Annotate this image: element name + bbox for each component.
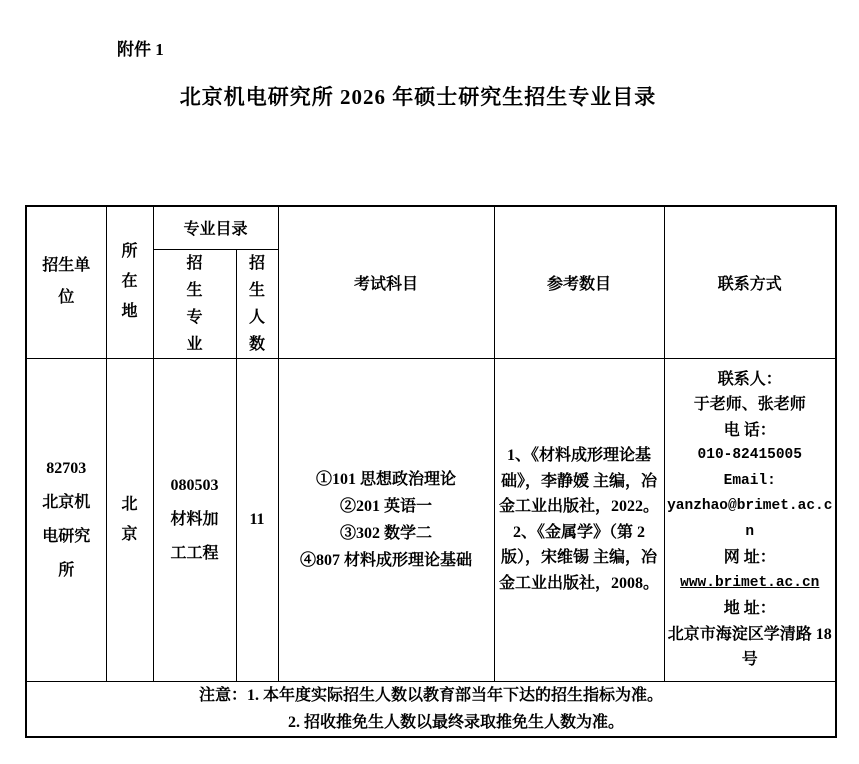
note-item: 1. 本年度实际招生人数以教育部当年下达的招生指标为准。: [247, 686, 664, 704]
contact-phone: 010-82415005: [697, 447, 802, 463]
contact-phone-label: 电 话：: [723, 421, 776, 439]
contact-address-label: 地 址：: [723, 600, 776, 617]
contact-email: yanzhao@brimet.ac.cn: [667, 498, 833, 540]
col-header-catalog: [153, 206, 278, 249]
col-header-quota: [236, 249, 278, 358]
contact-person-label: 联系人：: [717, 370, 782, 388]
cell-exam-subjects: [278, 358, 494, 681]
notes-prefix: 注意：: [198, 686, 247, 704]
notes-row: [26, 681, 836, 737]
col-header-contact-label: 联系方式: [717, 275, 782, 293]
col-header-quota-label: 招生人数: [248, 254, 265, 353]
col-header-major: [153, 249, 236, 358]
col-header-location: [106, 206, 153, 358]
col-header-books: [494, 206, 664, 358]
cell-unit: [26, 358, 106, 681]
col-header-books-label: 参考数目: [547, 275, 612, 293]
col-header-exam: [278, 206, 494, 358]
note-line: [27, 682, 835, 709]
contact-email-label: Email:: [723, 472, 776, 489]
col-header-contact: [664, 206, 836, 358]
attachment-label: 附件 1: [117, 40, 164, 59]
admissions-table: [25, 205, 837, 738]
exam-subject: ①101 思想政治理论: [316, 470, 457, 488]
cell-location: [106, 358, 153, 681]
col-header-location-label: 所在地: [121, 243, 138, 321]
col-header-unit-label: 招生单位: [42, 257, 91, 307]
contact-person: 于老师、张老师: [693, 396, 806, 413]
col-header-exam-label: 考试科目: [354, 275, 419, 293]
exam-subject: ④807 材料成形理论基础: [300, 551, 473, 569]
cell-quota: 11: [236, 358, 278, 681]
col-header-unit: [26, 206, 106, 358]
website-link[interactable]: www.brimet.ac.cn: [680, 574, 820, 591]
contact-web-label: 网 址：: [723, 549, 776, 566]
page-title: 北京机电研究所 2026 年硕士研究生招生专业目录: [179, 85, 657, 109]
reference-book: 1、《材料成形理论基础》，李静媛 主编，冶金工业出版社，2022。: [499, 447, 660, 515]
header-row-top: [26, 206, 836, 249]
exam-subject: ③302 数学二: [340, 524, 433, 542]
unit-value: 82703 北京机电研究所: [42, 459, 91, 579]
col-header-major-label: 招生专业: [186, 254, 203, 353]
col-header-catalog-label: 专业目录: [183, 221, 248, 239]
table-row: [26, 358, 836, 681]
reference-book: 2、《金属学》（第 2 版），宋维锡 主编，冶金工业出版社，2008。: [499, 523, 660, 592]
cell-major: [153, 358, 236, 681]
exam-subject: ②201 英语一: [340, 497, 433, 515]
location-value: 北京: [121, 495, 138, 543]
contact-address: 北京市海淀区学清路 18 号: [667, 625, 832, 668]
major-value: 080503 材料加工工程: [170, 476, 219, 562]
notes-cell: [26, 681, 836, 737]
cell-contact: [664, 358, 836, 681]
note-item: 2. 招收推免生人数以最终录取推免生人数为准。: [288, 713, 625, 731]
cell-reference-books: [494, 358, 664, 681]
